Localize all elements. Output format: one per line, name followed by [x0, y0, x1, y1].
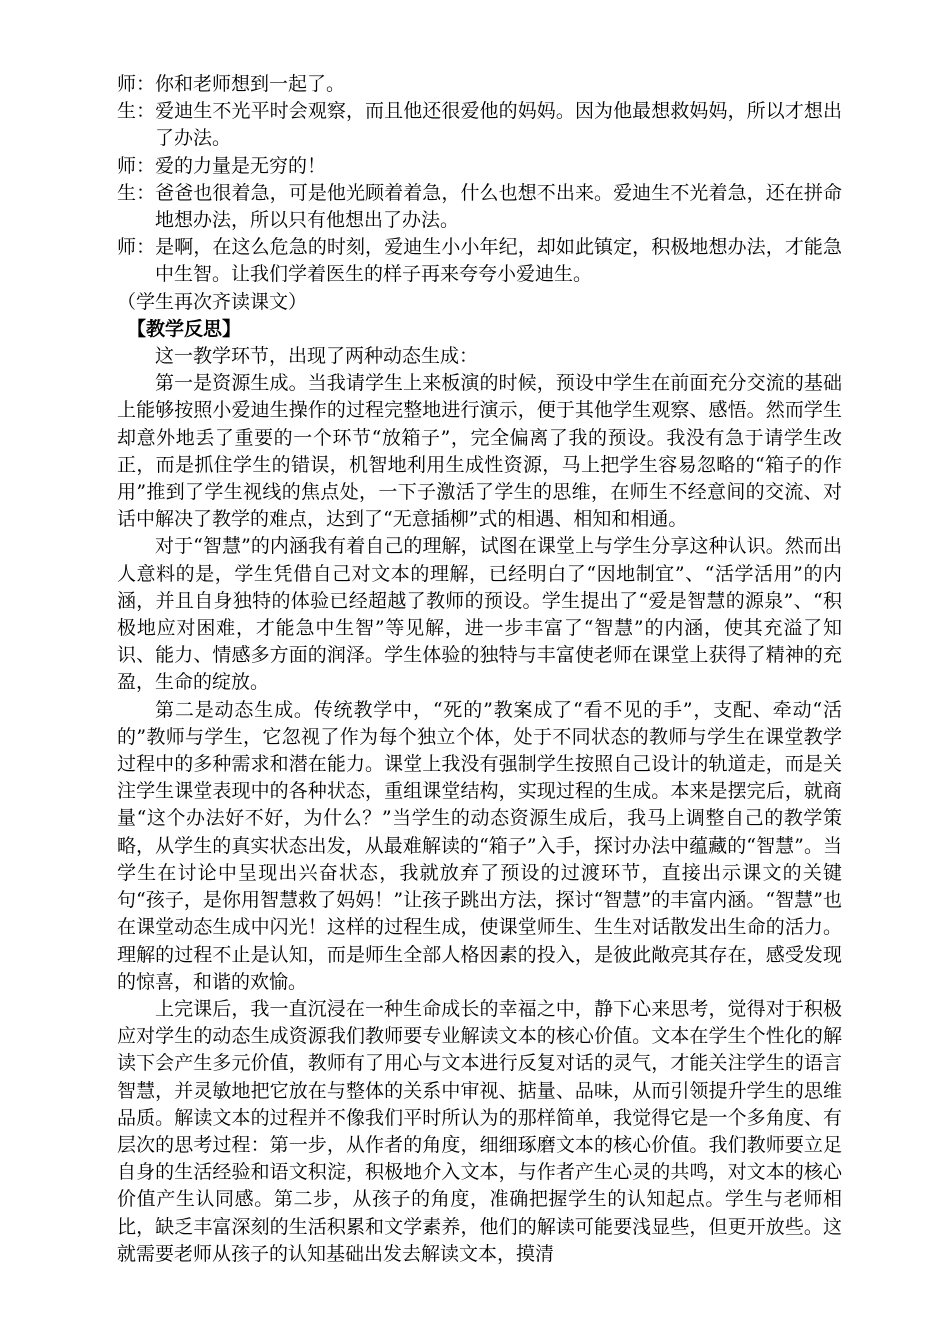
- dialogue-text: 爱迪生不光平时会观察，而且他还很爱他的妈妈。因为他最想救妈妈，所以才想出了办法。: [155, 100, 842, 150]
- section-heading: 【教学反思】: [127, 317, 242, 340]
- document-page: [117, 71, 842, 1268]
- dialogue-text: 是啊，在这么危急的时刻，爱迪生小小年纪，却如此镇定，积极地想办法，才能急中生智。让我们学着医生的样子再来夸夸小爱迪生。: [155, 236, 842, 286]
- body-paragraph: 第一是资源生成。当我请学生上来板演的时候，预设中学生在前面充分交流的基础上能够按照小爱迪生操作的过程完整地进行演示，便于其他学生观察、感悟。然而学生却意外地丢了重要的一个环节“放箱子”，完全偏离了我的预设。我没有急于请学生改正，而是抓住学生的错误，机智地利用生成性资源，马上把学生容易忽略的“箱子的作用”推到了学生视线的焦点处，一下子激活了学生的思维，在师生不经意间的交流、对话中解决了教学的难点，达到了“无意插柳”式的相遇、相知和相通。: [117, 372, 842, 531]
- dialogue-line: [117, 98, 842, 152]
- body-paragraph: 第二是动态生成。传统教学中，“死的”教案成了“看不见的手”，支配、牵动“活的”教师与学生，它忽视了作为每个独立个体，处于不同状态的教师与学生在课堂教学过程中的多种需求和潜在能力。课堂上我没有强制学生按照自己设计的轨道走，而是关注学生课堂表现中的各种状态，重组课堂结构，实现过程的生成。本来是摆完后，就商量“这个办法好不好，为什么？”当学生的动态资源生成后，我马上调整自己的教学策略，从学生的真实状态出发，从最难解读的“箱子”入手，探讨办法中蕴藏的“智慧”。当学生在讨论中呈现出兴奋状态，我就放弃了预设的过渡环节，直接出示课文的关键句“孩子，是你用智慧救了妈妈！”让孩子跳出方法，探讨“智慧”的丰富内涵。“智慧”也在课堂动态生成中闪光！这样的过程生成，使课堂师生、生生对话散发出生命的活力。理解的过程不止是认知，而是师生全部人格因素的投入，是彼此敞亮其存在，感受发现的惊喜，和谐的欢愉。: [117, 698, 842, 993]
- speaker-label: 师：: [117, 236, 156, 259]
- stage-note: （学生再次齐读课文）: [117, 290, 308, 313]
- body-paragraph: 上完课后，我一直沉浸在一种生命成长的幸福之中，静下心来思考，觉得对于积极应对学生的动态生成资源我们教师要专业解读文本的核心价值。文本在学生个性化的解读下会产生多元价值，教师有了用心与文本进行反复对话的灵气，才能关注学生的语言智慧，并灵敏地把它放在与整体的关系中审视、掂量、品味，从而引领提升学生的思维品质。解读文本的过程并不像我们平时所认为的那样简单，我觉得它是一个多角度、有层次的思考过程：第一步，从作者的角度，细细琢磨文本的核心价值。我们教师要立足自身的生活经验和语文积淀，积极地介入文本，与作者产生心灵的共鸣，对文本的核心价值产生认同感。第二步，从孩子的角度，准确把握学生的认知起点。学生与老师相比，缺乏丰富深刻的生活积累和文学素养，他们的解读可能要浅显些，但更开放些。这就需要老师从孩子的认知基础出发去解读文本，摸清: [117, 997, 842, 1265]
- dialogue-text: 爱的力量是无穷的！: [155, 154, 327, 177]
- dialogue-text: 爸爸也很着急，可是他光顾着着急，什么也想不出来。爱迪生不光着急，还在拼命地想办法，所以只有他想出了办法。: [155, 181, 842, 232]
- speaker-label: 师：: [117, 73, 156, 95]
- speaker-label: 生：: [117, 181, 156, 204]
- speaker-label: 生：: [117, 100, 156, 123]
- dialogue-line: [117, 71, 842, 98]
- body-paragraph: 这一教学环节，出现了两种动态生成：: [155, 345, 479, 368]
- body-paragraph: 对于“智慧”的内涵我有着自己的理解，试图在课堂上与学生分享这种认识。然而出人意料的是，学生凭借自己对文本的理解，已经明白了“因地制宜”、“活学活用”的内涵，并且自身独特的体验已经超越了教师的预设。学生提出了“爱是智慧的源泉”、“积极地应对困难，才能急中生智”等见解，进一步丰富了“智慧”的内涵，使其充溢了知识、能力、情感多方面的润泽。学生体验的独特与丰富使老师在课堂上获得了精神的充盈，生命的绽放。: [117, 535, 842, 694]
- speaker-label: 师：: [117, 154, 156, 177]
- dialogue-line: [117, 234, 842, 288]
- dialogue-line: [117, 180, 842, 234]
- dialogue-text: 你和老师想到一起了。: [155, 73, 346, 95]
- dialogue-line: [117, 153, 842, 180]
